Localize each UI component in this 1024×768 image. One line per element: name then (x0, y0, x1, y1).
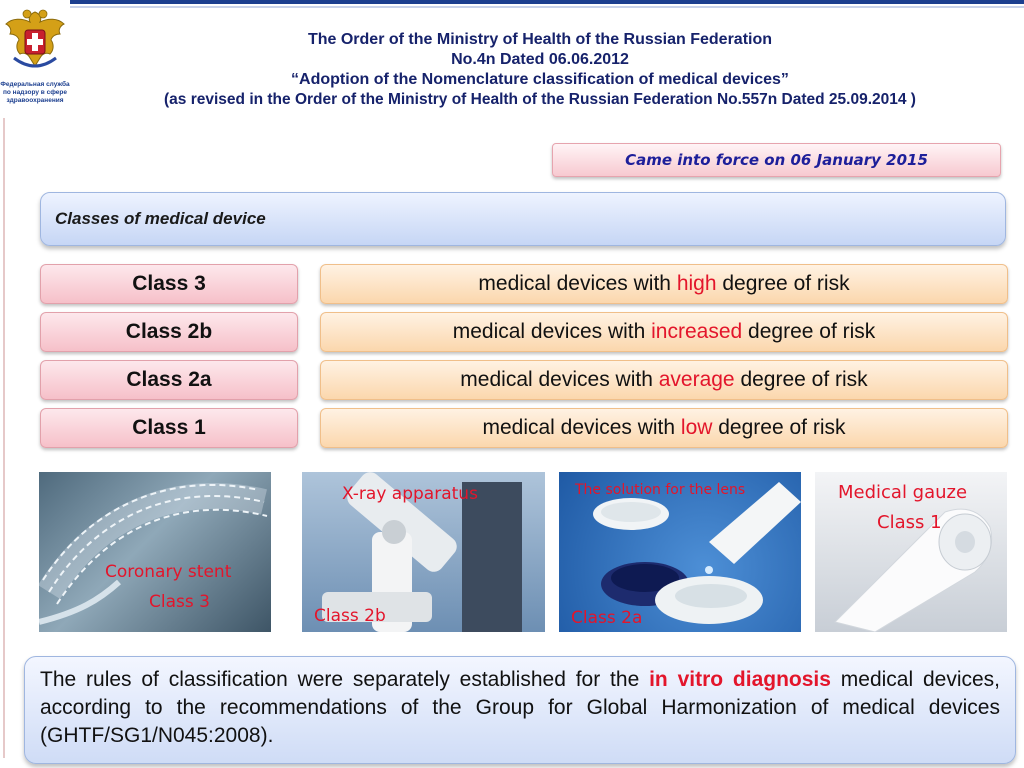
class-2b-label: Class 2b (40, 312, 298, 352)
risk-level: increased (651, 320, 743, 343)
class-1-description (320, 408, 1008, 448)
title-line-2: No.4n Dated 06.06.2012 (451, 51, 629, 68)
risk-text-suffix: degree of risk (712, 416, 846, 439)
top-border (0, 0, 1024, 4)
risk-text-suffix: degree of risk (742, 320, 876, 343)
class-3-description (320, 264, 1008, 304)
logo-line-2: по надзору в сфере (2, 89, 67, 96)
class-2a-label: Class 2a (40, 360, 298, 400)
risk-level: high (676, 272, 717, 295)
force-date-banner: Came into force on 06 January 2015 (552, 143, 1001, 177)
medical-gauze-photo (815, 472, 1007, 632)
lens-name: The solution for the lens (575, 482, 746, 498)
classification-rules-note (24, 656, 1016, 764)
class-2b-description (320, 312, 1008, 352)
coronary-stent-photo (39, 472, 271, 632)
class-2a-description (320, 360, 1008, 400)
rules-text-prefix: The rules of classification were separately established for the (40, 668, 650, 691)
class-1-label: Class 1 (40, 408, 298, 448)
xray-apparatus-photo (302, 472, 545, 632)
risk-text-prefix: medical devices with (460, 368, 659, 391)
logo-line-3: здравоохранения (6, 97, 64, 104)
page-title (60, 30, 1020, 110)
stent-name: Coronary stent (105, 562, 232, 582)
logo-line-1: Федеральная служба (0, 81, 70, 88)
rules-highlight: in vitro diagnosis (649, 668, 831, 691)
left-border (3, 118, 5, 758)
risk-text-suffix: degree of risk (716, 272, 850, 295)
xray-name: X-ray apparatus (342, 484, 478, 504)
top-border-secondary (70, 6, 1024, 8)
gauze-class: Class 1 (877, 512, 942, 533)
risk-level: average (658, 368, 735, 391)
class-3-label: Class 3 (40, 264, 298, 304)
stent-class: Class 3 (149, 592, 210, 612)
title-line-3: “Adoption of the Nomenclature classification of medical devices” (291, 71, 789, 88)
risk-text-prefix: medical devices with (452, 320, 652, 343)
risk-text-prefix: medical devices with (482, 416, 681, 439)
lens-class: Class 2a (571, 608, 643, 628)
risk-level: low (680, 416, 713, 439)
title-line-4: (as revised in the Order of the Ministry of Health of the Russian Federation No.557n Dated 25.09.2014 ) (164, 91, 916, 108)
xray-class: Class 2b (314, 606, 386, 626)
classes-heading: Classes of medical device (40, 192, 1006, 246)
title-line-1: The Order of the Ministry of Health of the Russian Federation (307, 31, 773, 48)
risk-text-prefix: medical devices with (478, 272, 677, 295)
lens-solution-photo (559, 472, 801, 632)
rules-text-suffix: medical devices, according to the recommendations of the Group for Global Harmonization of medical devices (GHTF/SG1/N045:2008). (40, 668, 1001, 747)
risk-text-suffix: degree of risk (734, 368, 868, 391)
gauze-name: Medical gauze (838, 482, 968, 503)
